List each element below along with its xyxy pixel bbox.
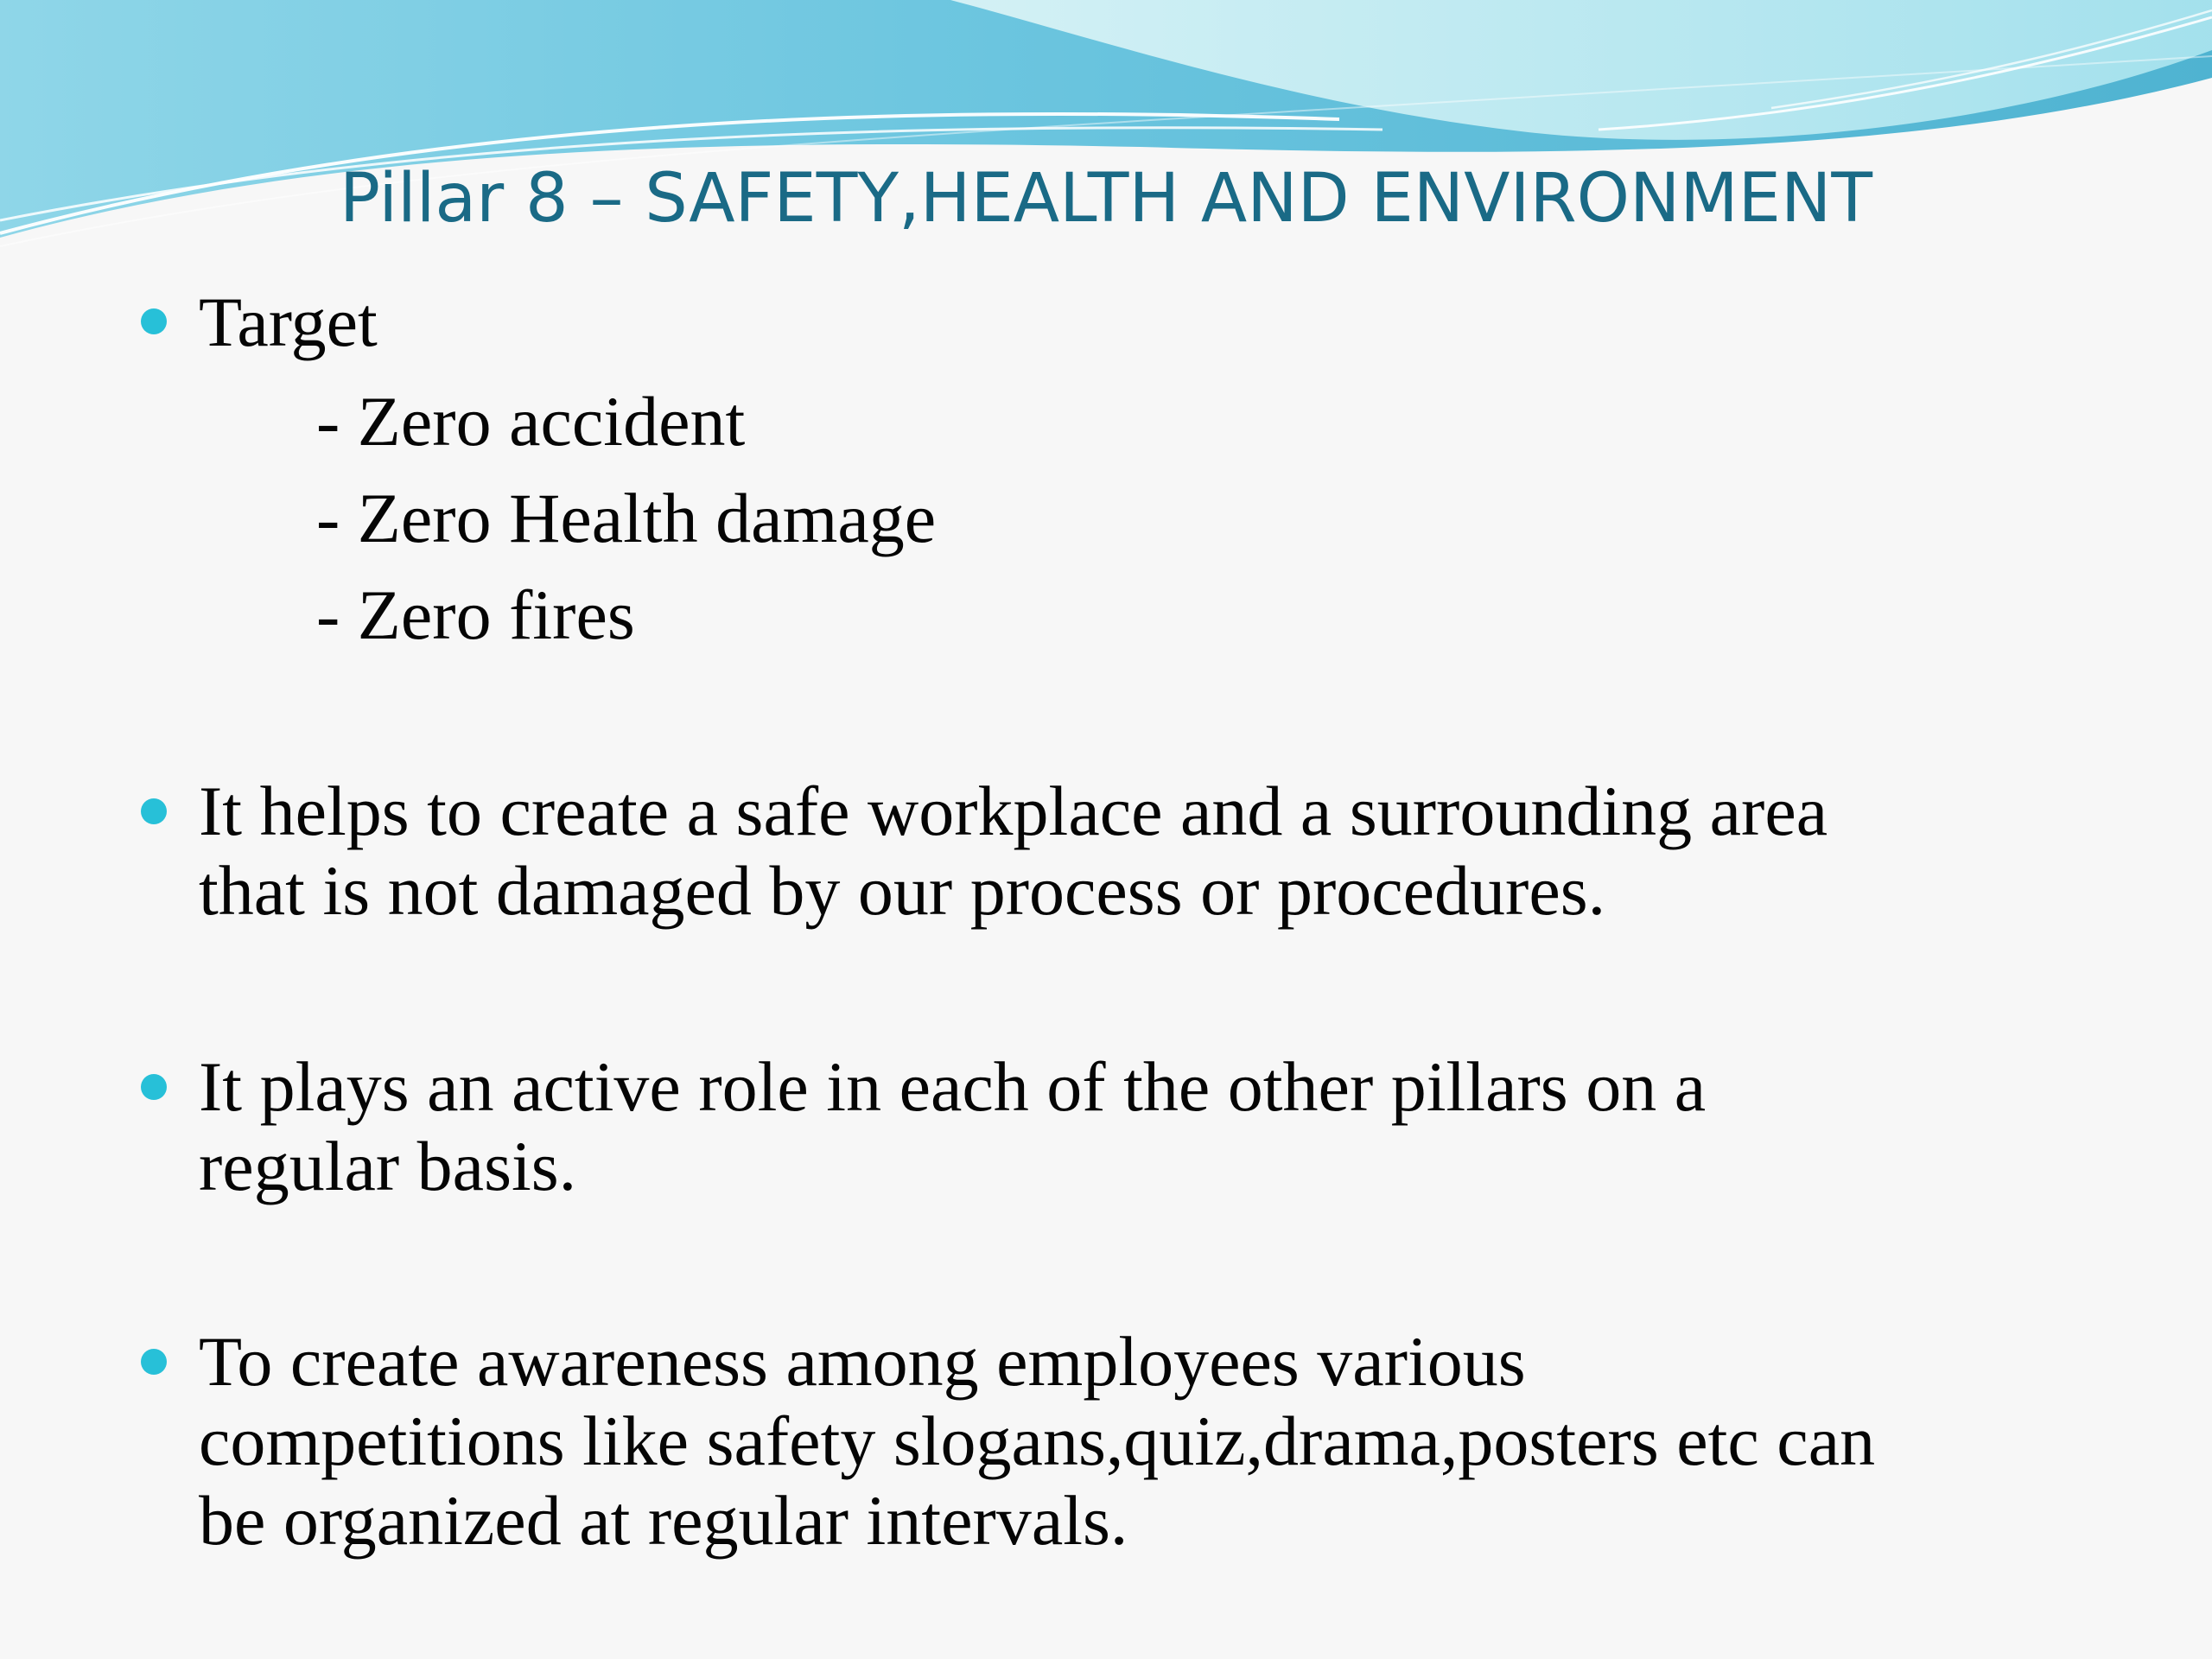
bullet-safe-workplace-line: It helps to create a safe workplace and a surrounding area xyxy=(199,772,1828,850)
bullet-awareness-line: be organized at regular intervals. xyxy=(199,1481,1128,1560)
bullet-dot-awareness xyxy=(141,1349,167,1375)
bullet-awareness-line: To create awareness among employees various xyxy=(199,1322,1526,1401)
target-subitem: - Zero Health damage xyxy=(316,479,937,557)
slide-title: Pillar 8 – SAFETY,HEALTH AND ENVIRONMENT xyxy=(340,160,1872,238)
bullet-dot-active-role xyxy=(141,1074,167,1100)
bullet-safe-workplace-line: that is not damaged by our process or procedures. xyxy=(199,851,1606,930)
bullet-active-role-line: It plays an active role in each of the other pillars on a xyxy=(199,1047,1707,1126)
target-subitem: - Zero accident xyxy=(316,382,746,461)
bullet-active-role-line: regular basis. xyxy=(199,1127,577,1205)
bullet-target: Target xyxy=(199,283,378,361)
target-subitem: - Zero fires xyxy=(316,575,635,654)
bullet-dot-target xyxy=(141,308,167,334)
bullet-dot-safe-workplace xyxy=(141,798,167,824)
bullet-awareness-line: competitions like safety slogans,quiz,drama,posters etc can xyxy=(199,1402,1876,1480)
